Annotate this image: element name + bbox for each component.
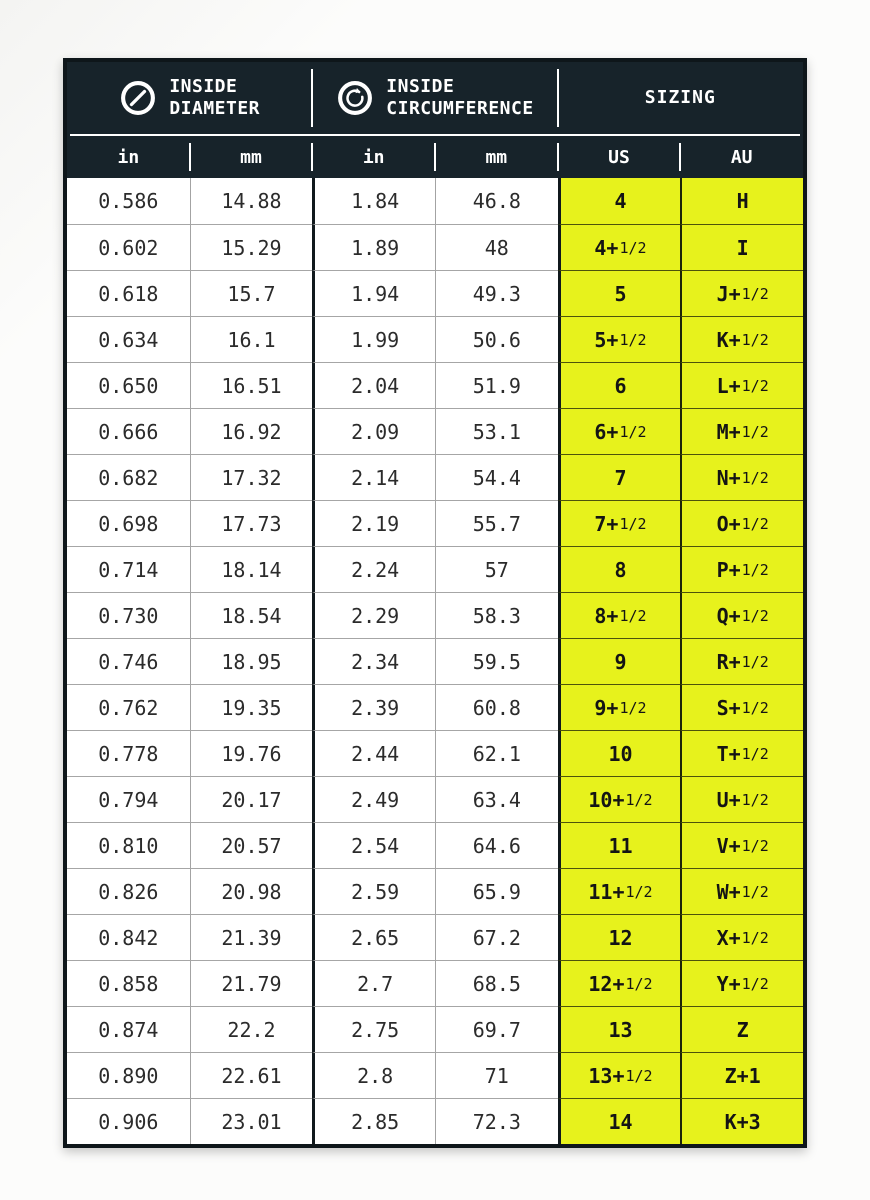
cell-diameter-mm: 20.57 xyxy=(190,822,313,868)
table-body xyxy=(67,178,803,1144)
cell-circumference-mm: 53.1 xyxy=(435,408,558,454)
section-inside-circumference xyxy=(312,62,557,134)
cell-au-size: K+3 xyxy=(680,1098,803,1144)
cell-circumference-in: 2.44 xyxy=(312,730,435,776)
table-row xyxy=(67,224,803,270)
column-header-diameter-mm: mm xyxy=(190,136,313,178)
table-row xyxy=(67,776,803,822)
cell-us-size: 5+ 1/2 xyxy=(558,316,681,362)
cell-circumference-in: 2.65 xyxy=(312,914,435,960)
half-fraction: 1/2 xyxy=(619,330,647,349)
cell-circumference-mm: 54.4 xyxy=(435,454,558,500)
cell-au-size: M+ 1/2 xyxy=(680,408,803,454)
cell-au-size: R+ 1/2 xyxy=(680,638,803,684)
header-units-row xyxy=(67,136,803,178)
cell-diameter-mm: 15.29 xyxy=(190,224,313,270)
cell-us-size: 9+ 1/2 xyxy=(558,684,681,730)
table-row xyxy=(67,592,803,638)
cell-au-size: H xyxy=(680,178,803,224)
cell-circumference-mm: 72.3 xyxy=(435,1098,558,1144)
cell-circumference-mm: 57 xyxy=(435,546,558,592)
cell-circumference-in: 1.89 xyxy=(312,224,435,270)
table-row xyxy=(67,270,803,316)
cell-diameter-in: 0.778 xyxy=(67,730,190,776)
cell-diameter-in: 0.618 xyxy=(67,270,190,316)
half-fraction: 1/2 xyxy=(741,330,769,349)
cell-diameter-mm: 16.51 xyxy=(190,362,313,408)
table-row xyxy=(67,730,803,776)
cell-us-size: 7+ 1/2 xyxy=(558,500,681,546)
cell-diameter-mm: 21.39 xyxy=(190,914,313,960)
half-fraction: 1/2 xyxy=(619,606,647,625)
half-fraction: 1/2 xyxy=(741,560,769,579)
cell-circumference-in: 1.94 xyxy=(312,270,435,316)
cell-diameter-in: 0.794 xyxy=(67,776,190,822)
cell-diameter-mm: 15.7 xyxy=(190,270,313,316)
cell-diameter-mm: 19.35 xyxy=(190,684,313,730)
cell-diameter-in: 0.666 xyxy=(67,408,190,454)
cell-us-size: 10 xyxy=(558,730,681,776)
cell-diameter-in: 0.826 xyxy=(67,868,190,914)
cell-diameter-in: 0.586 xyxy=(98,189,159,213)
section-label: INSIDE DIAMETER xyxy=(169,75,261,119)
cell-diameter-in: 0.682 xyxy=(67,454,190,500)
cell-au-size: S+ 1/2 xyxy=(680,684,803,730)
cell-us-size: 8+ 1/2 xyxy=(558,592,681,638)
cell-diameter-mm: 16.1 xyxy=(190,316,313,362)
cell-circumference-in: 2.04 xyxy=(312,362,435,408)
cell-us-size: 11+ 1/2 xyxy=(558,868,681,914)
cell-au-size: J+ 1/2 xyxy=(680,270,803,316)
cell-diameter-mm: 17.73 xyxy=(190,500,313,546)
cell-circumference-in: 1.99 xyxy=(312,316,435,362)
cell-diameter-in: 0.762 xyxy=(67,684,190,730)
cell-circumference-mm: 62.1 xyxy=(435,730,558,776)
cell-circumference-in: 2.29 xyxy=(312,592,435,638)
cell-diameter-mm: 17.32 xyxy=(190,454,313,500)
cell-us-size: 12+ 1/2 xyxy=(558,960,681,1006)
cell-circumference-mm: 67.2 xyxy=(435,914,558,960)
cell-us-size: 5 xyxy=(558,270,681,316)
cell-circumference-in: 1.84 xyxy=(312,178,435,224)
cell-circumference-in: 2.85 xyxy=(312,1098,435,1144)
half-fraction: 1/2 xyxy=(741,514,769,533)
half-fraction: 1/2 xyxy=(625,1066,653,1085)
cell-circumference-mm: 69.7 xyxy=(435,1006,558,1052)
cell-circumference-mm: 65.9 xyxy=(435,868,558,914)
half-fraction: 1/2 xyxy=(741,882,769,901)
section-inside-diameter xyxy=(67,62,312,134)
column-header-diameter-in: in xyxy=(117,146,140,168)
cell-au-size: L+ 1/2 xyxy=(680,362,803,408)
half-fraction: 1/2 xyxy=(619,422,647,441)
chart-header xyxy=(67,62,803,178)
cell-diameter-in: 0.602 xyxy=(67,224,190,270)
table-row xyxy=(67,408,803,454)
cell-diameter-in: 0.714 xyxy=(67,546,190,592)
cell-diameter-in: 0.842 xyxy=(67,914,190,960)
table-row xyxy=(67,454,803,500)
cell-circumference-mm: 55.7 xyxy=(435,500,558,546)
cell-au-size: O+ 1/2 xyxy=(680,500,803,546)
section-label: INSIDE CIRCUMFERENCE xyxy=(386,75,534,119)
cell-us-size: 6+ 1/2 xyxy=(558,408,681,454)
cell-diameter-in: 0.730 xyxy=(67,592,190,638)
table-row xyxy=(67,1052,803,1098)
table-row xyxy=(67,914,803,960)
cell-circumference-mm: 46.8 xyxy=(435,178,558,224)
cell-diameter-mm: 23.01 xyxy=(190,1098,313,1144)
cell-au-size: V+ 1/2 xyxy=(680,822,803,868)
cell-circumference-mm: 59.5 xyxy=(435,638,558,684)
cell-circumference-in: 2.39 xyxy=(312,684,435,730)
column-header-us: US xyxy=(558,136,681,178)
cell-diameter-in: 0.698 xyxy=(67,500,190,546)
half-fraction: 1/2 xyxy=(741,652,769,671)
cell-au-size: Z xyxy=(680,1006,803,1052)
half-fraction: 1/2 xyxy=(741,606,769,625)
table-row xyxy=(67,178,803,224)
cell-us-size: 4 xyxy=(558,178,681,224)
cell-circumference-in: 2.49 xyxy=(312,776,435,822)
table-row xyxy=(67,868,803,914)
cell-circumference-mm: 58.3 xyxy=(435,592,558,638)
section-label: SIZING xyxy=(644,86,716,108)
cell-us-size: 7 xyxy=(558,454,681,500)
half-fraction: 1/2 xyxy=(619,698,647,717)
cell-diameter-mm: 16.92 xyxy=(190,408,313,454)
cell-us-size: 13+ 1/2 xyxy=(558,1052,681,1098)
cell-diameter-mm: 18.14 xyxy=(190,546,313,592)
half-fraction: 1/2 xyxy=(741,422,769,441)
table-row xyxy=(67,1006,803,1052)
table-row xyxy=(67,638,803,684)
half-fraction: 1/2 xyxy=(741,376,769,395)
cell-circumference-mm: 63.4 xyxy=(435,776,558,822)
cell-diameter-mm: 19.76 xyxy=(190,730,313,776)
cell-diameter-mm: 14.88 xyxy=(190,178,313,224)
cell-diameter-mm: 20.17 xyxy=(190,776,313,822)
table-row xyxy=(67,822,803,868)
cell-diameter-in: 0.858 xyxy=(67,960,190,1006)
cell-diameter-mm: 18.54 xyxy=(190,592,313,638)
half-fraction: 1/2 xyxy=(741,284,769,303)
cell-circumference-mm: 51.9 xyxy=(435,362,558,408)
half-fraction: 1/2 xyxy=(741,790,769,809)
column-header-circumference-mm: mm xyxy=(435,136,558,178)
cell-au-size: Y+ 1/2 xyxy=(680,960,803,1006)
half-fraction: 1/2 xyxy=(625,790,653,809)
circumference-icon xyxy=(336,79,374,117)
cell-au-size: K+ 1/2 xyxy=(680,316,803,362)
table-row xyxy=(67,960,803,1006)
cell-us-size: 11 xyxy=(558,822,681,868)
cell-diameter-mm: 18.95 xyxy=(190,638,313,684)
ring-size-chart xyxy=(63,58,807,1148)
cell-diameter-in: 0.874 xyxy=(67,1006,190,1052)
cell-us-size: 4+ 1/2 xyxy=(558,224,681,270)
cell-us-size: 14 xyxy=(558,1098,681,1144)
cell-circumference-in: 2.24 xyxy=(312,546,435,592)
cell-diameter-in: 0.746 xyxy=(67,638,190,684)
column-header-circumference-in: in xyxy=(312,136,435,178)
diameter-icon xyxy=(119,79,157,117)
half-fraction: 1/2 xyxy=(625,974,653,993)
cell-circumference-in: 2.34 xyxy=(312,638,435,684)
table-row xyxy=(67,362,803,408)
half-fraction: 1/2 xyxy=(741,698,769,717)
cell-au-size: Q+ 1/2 xyxy=(680,592,803,638)
cell-diameter-in: 0.634 xyxy=(67,316,190,362)
half-fraction: 1/2 xyxy=(741,974,769,993)
cell-us-size: 6 xyxy=(558,362,681,408)
cell-diameter-in: 0.906 xyxy=(67,1098,190,1144)
cell-circumference-in: 2.59 xyxy=(312,868,435,914)
cell-diameter-mm: 22.2 xyxy=(190,1006,313,1052)
cell-diameter-in: 0.890 xyxy=(67,1052,190,1098)
cell-au-size: Z+1 xyxy=(680,1052,803,1098)
cell-circumference-in: 2.19 xyxy=(312,500,435,546)
cell-au-size: X+ 1/2 xyxy=(680,914,803,960)
cell-circumference-in: 2.8 xyxy=(312,1052,435,1098)
half-fraction: 1/2 xyxy=(741,836,769,855)
table-row xyxy=(67,500,803,546)
cell-circumference-mm: 48 xyxy=(435,224,558,270)
cell-us-size: 10+ 1/2 xyxy=(558,776,681,822)
cell-circumference-mm: 64.6 xyxy=(435,822,558,868)
table-row xyxy=(67,316,803,362)
cell-circumference-mm: 49.3 xyxy=(435,270,558,316)
cell-circumference-in: 2.75 xyxy=(312,1006,435,1052)
cell-circumference-in: 2.14 xyxy=(312,454,435,500)
cell-au-size: U+ 1/2 xyxy=(680,776,803,822)
section-sizing xyxy=(558,62,803,134)
cell-diameter-in: 0.810 xyxy=(67,822,190,868)
cell-us-size: 9 xyxy=(558,638,681,684)
cell-us-size: 13 xyxy=(558,1006,681,1052)
cell-au-size: I xyxy=(680,224,803,270)
cell-diameter-in: 0.650 xyxy=(67,362,190,408)
half-fraction: 1/2 xyxy=(741,744,769,763)
cell-au-size: N+ 1/2 xyxy=(680,454,803,500)
cell-circumference-mm: 68.5 xyxy=(435,960,558,1006)
table-row xyxy=(67,1098,803,1144)
half-fraction: 1/2 xyxy=(625,882,653,901)
table-row xyxy=(67,546,803,592)
column-header-au: AU xyxy=(680,136,803,178)
cell-au-size: P+ 1/2 xyxy=(680,546,803,592)
cell-circumference-in: 2.7 xyxy=(312,960,435,1006)
cell-circumference-mm: 60.8 xyxy=(435,684,558,730)
half-fraction: 1/2 xyxy=(741,928,769,947)
cell-diameter-mm: 21.79 xyxy=(190,960,313,1006)
cell-us-size: 12 xyxy=(558,914,681,960)
table-row xyxy=(67,684,803,730)
cell-circumference-mm: 71 xyxy=(435,1052,558,1098)
half-fraction: 1/2 xyxy=(619,238,647,257)
half-fraction: 1/2 xyxy=(741,468,769,487)
cell-au-size: W+ 1/2 xyxy=(680,868,803,914)
header-section-row xyxy=(67,62,803,134)
cell-diameter-mm: 22.61 xyxy=(190,1052,313,1098)
half-fraction: 1/2 xyxy=(619,514,647,533)
cell-circumference-in: 2.09 xyxy=(312,408,435,454)
cell-circumference-in: 2.54 xyxy=(312,822,435,868)
cell-us-size: 8 xyxy=(558,546,681,592)
cell-diameter-mm: 20.98 xyxy=(190,868,313,914)
cell-au-size: T+ 1/2 xyxy=(680,730,803,776)
cell-circumference-mm: 50.6 xyxy=(435,316,558,362)
